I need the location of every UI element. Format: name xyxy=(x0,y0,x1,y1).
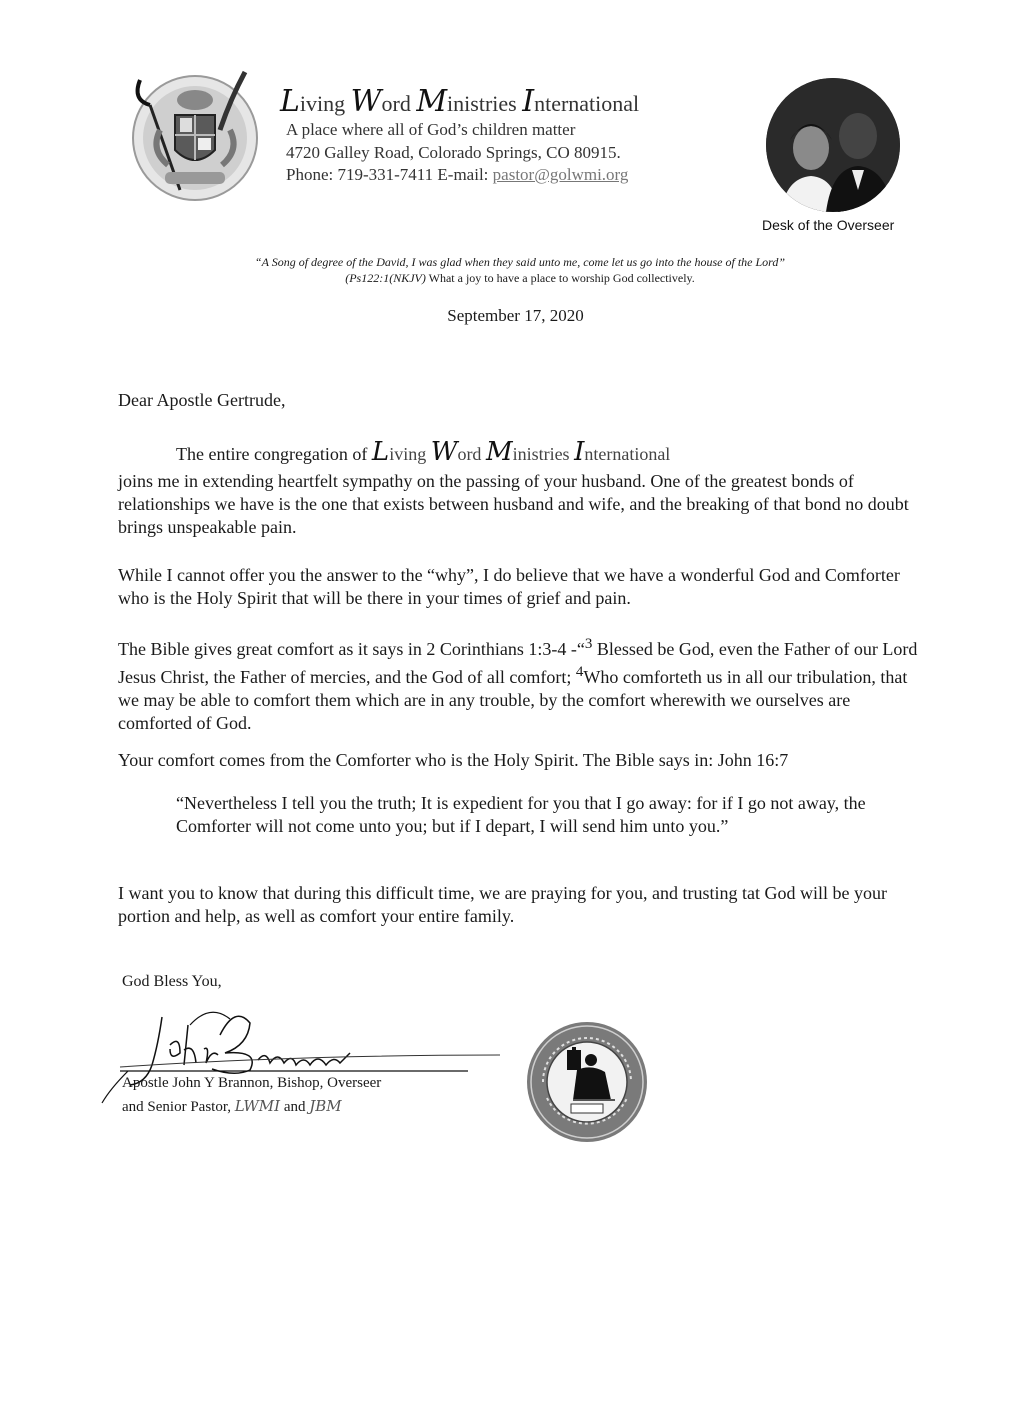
overseer-couple-photo xyxy=(766,78,900,212)
verse-number: 4 xyxy=(575,664,584,680)
org-name-word: ord xyxy=(457,444,486,464)
paragraph-4: Your comfort comes from the Comforter who is the Holy Spirit. The Bible says in: John 16:7 xyxy=(118,750,789,770)
org-contact xyxy=(286,165,628,185)
org-name-initial: L xyxy=(371,437,390,467)
phone-label: Phone: 719-331-7411 E-mail: xyxy=(286,165,493,184)
org-name-initial: I xyxy=(522,84,535,119)
paragraph-1: joins me in extending heartfelt sympathy on the passing of your husband. One of the greatest bonds of relationships we have is the one that exists between husband and wife, and the breaking of that bond no doubt brings unspeakable pain. xyxy=(118,471,909,537)
p3-text: The Bible gives great comfort as it says in 2 Corinthians 1:3-4 -“ xyxy=(118,639,585,659)
signer-title-line-1: Apostle John Y Brannon, Bishop, Overseer xyxy=(122,1075,382,1091)
org-address: 4720 Galley Road, Colorado Springs, CO 80915. xyxy=(286,143,621,162)
closing: God Bless You, xyxy=(122,973,222,990)
paragraph-1-lead xyxy=(176,437,670,467)
org-name-word: inistries xyxy=(447,91,523,116)
email-link[interactable]: pastor@golwmi.org xyxy=(492,165,629,184)
verse-number: 3 xyxy=(584,636,593,652)
paragraph-3 xyxy=(118,633,918,735)
scripture-reference: (Ps122:1(NKJV) xyxy=(345,271,426,285)
ministry-seal xyxy=(525,1020,649,1144)
scripture-comment: What a joy to have a place to worship God collectively. xyxy=(425,271,695,285)
org-tagline: A place where all of God’s children matter xyxy=(286,120,576,139)
org-name-word: inistries xyxy=(512,444,575,464)
jbm-monogram: JBM xyxy=(309,1097,342,1115)
paragraph-5: I want you to know that during this difficult time, we are praying for you, and trusting tat God will be your portion and help, as well as comfort your entire family. xyxy=(118,883,888,926)
scripture-quote: “A Song of degree of the David, I was glad when they said unto me, come let us go into the house of the Lord” xyxy=(254,255,786,269)
p1-lead-text: The entire congregation of xyxy=(176,444,372,464)
desk-of-overseer: Desk of the Overseer xyxy=(762,217,895,233)
org-name-initial: W xyxy=(430,437,458,467)
org-name-initial: M xyxy=(416,84,448,119)
p3-text: Who comforteth us in all our tribulation, that we may be able to comfort them which are in any trouble, by the comfort wherewith we ourselves are comforted of God. xyxy=(118,667,908,733)
org-name-initial: M xyxy=(485,437,513,467)
salutation: Dear Apostle Gertrude, xyxy=(118,390,286,410)
signer-text: and xyxy=(280,1099,310,1115)
inline-org-name xyxy=(371,437,671,467)
paragraph-2: While I cannot offer you the answer to the “why”, I do believe that we have a wonderful God and Comforter who is the Holy Spirit that will be there in your times of grief and pain. xyxy=(118,565,900,608)
org-name-initial: I xyxy=(574,437,585,467)
lwmi-monogram: LWMI xyxy=(234,1097,281,1115)
org-name-word: nternational xyxy=(534,91,640,116)
org-name-word: ord xyxy=(381,91,417,116)
org-name-initial: L xyxy=(280,84,300,119)
org-name-word: iving xyxy=(389,444,431,464)
letter-date: September 17, 2020 xyxy=(447,306,584,325)
signer-text: and Senior Pastor, xyxy=(122,1099,235,1115)
organization-name xyxy=(280,84,639,119)
header-scripture xyxy=(120,254,920,286)
church-crest-logo xyxy=(120,60,270,210)
org-name-word: nternational xyxy=(584,444,671,464)
org-name-word: iving xyxy=(299,91,351,116)
p3-text: Blessed be God, even the Father of our Lord Jesus Christ, the Father of mercies, and the God of all comfort; xyxy=(118,639,918,687)
signer-title-line-2 xyxy=(122,1097,342,1116)
org-name-initial: W xyxy=(350,84,382,119)
block-quote: “Nevertheless I tell you the truth; It is expedient for you that I go away: for if I go not away, the Comforter will not come unto you; but if I depart, I will send him unto you.” xyxy=(176,793,866,836)
